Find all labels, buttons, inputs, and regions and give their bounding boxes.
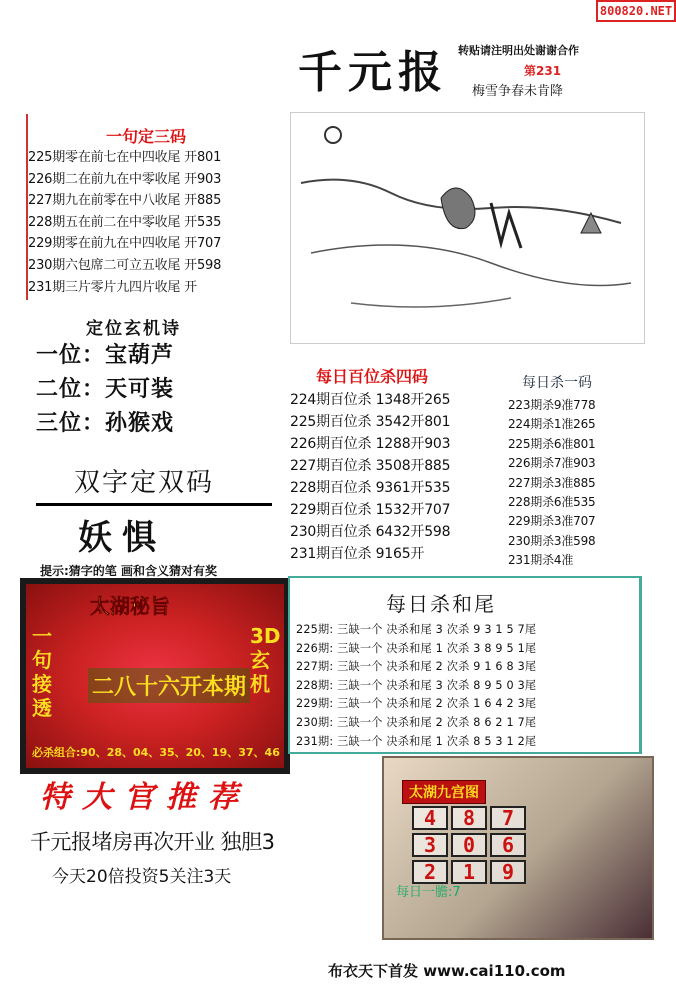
list-item: 225期杀6准801 xyxy=(508,436,596,451)
section-double-char xyxy=(30,462,278,562)
list-item: 229期百位杀 1532开707 xyxy=(290,502,451,518)
section-six-title: 每日杀和尾 xyxy=(386,592,496,616)
taihu-background xyxy=(26,584,284,768)
list-item: 225期百位杀 3542开801 xyxy=(290,414,451,430)
list-item: 231期百位杀 9165开 xyxy=(290,546,425,562)
site-badge[interactable]: 800820.NET xyxy=(596,0,676,22)
section-daily-kill-sum-tail xyxy=(288,576,642,754)
header-notice-box xyxy=(458,42,644,100)
riddle-hint: 提示:猜字的笔 画和含义猜对有奖 xyxy=(40,564,217,578)
taihu-combo: 必杀组合:90、28、04、35、20、19、37、46 xyxy=(32,746,280,759)
double-char-riddle: 妖惧 xyxy=(78,518,166,558)
list-item: 227期百位杀 3508开885 xyxy=(290,458,451,474)
table-row: 231期: 三缺一个 决杀和尾 1 次杀 8 5 3 1 2尾 xyxy=(296,734,537,748)
nine-palace-title: 太湖九宫图 xyxy=(402,780,486,804)
taihu-secret-panel xyxy=(20,578,290,774)
list-item: 230期六包席二可立五收尾 开598 xyxy=(28,257,222,273)
list-item: 226期二在前九在中零收尾 开903 xyxy=(28,171,222,187)
list-item: 229期杀3准707 xyxy=(508,514,596,529)
page-title: 千元报 xyxy=(298,47,448,98)
taihu-title: 太湖秘旨 xyxy=(90,594,170,618)
daily-bold-number: 每日一膽:7 xyxy=(396,885,461,900)
grid-cell: 2 xyxy=(412,860,448,884)
list-item: 226期百位杀 1288开903 xyxy=(290,436,451,452)
section-three-title: 双字定双码 xyxy=(74,468,215,498)
single-bold-line: 千元报堵房再次开业 独胆3 xyxy=(30,830,275,854)
section-single-bold xyxy=(30,826,380,887)
taihu-middle-text: 二八十六开本期 xyxy=(88,668,250,703)
list-item: 229期零在前九在中四收尾 开707 xyxy=(28,236,222,252)
list-item: 226期杀7准903 xyxy=(508,456,596,471)
section-daily-kill-one xyxy=(508,372,646,571)
nine-palace-panel xyxy=(382,756,654,940)
grid-cell: 6 xyxy=(490,833,526,857)
table-row: 228期: 三缺一个 决杀和尾 3 次杀 8 9 5 0 3尾 xyxy=(296,678,537,692)
poem-line-2: 二位：天可装 xyxy=(36,377,175,402)
section-four-title: 每日百位杀四码 xyxy=(316,367,429,386)
grid-cell: 9 xyxy=(490,860,526,884)
hot-banner: 特大官推荐 xyxy=(40,780,250,815)
sketch-drawing xyxy=(291,113,644,343)
grid-cell: 4 xyxy=(412,806,448,830)
sketch-illustration xyxy=(290,112,645,344)
table-row: 229期: 三缺一个 决杀和尾 2 次杀 1 6 4 2 3尾 xyxy=(296,697,537,711)
table-row: 230期: 三缺一个 决杀和尾 2 次杀 8 6 2 1 7尾 xyxy=(296,715,537,729)
list-item: 227期九在前零在中八收尾 开885 xyxy=(28,193,222,209)
taihu-right-text: 3D玄机 xyxy=(250,624,281,696)
grid-cell: 1 xyxy=(451,860,487,884)
section-two-title: 定位玄机诗 xyxy=(86,319,181,339)
list-item: 223期杀9准778 xyxy=(508,398,596,412)
list-item: 224期杀1准265 xyxy=(508,417,596,432)
list-item: 231期杀4准 xyxy=(508,553,574,568)
list-item: 230期杀3准598 xyxy=(508,533,596,548)
header-poem-line: 梅雪争春未肯降 xyxy=(472,84,564,99)
taihu-left-text: 一句接透 xyxy=(32,624,52,720)
list-item: 224期百位杀 1348开265 xyxy=(290,392,451,408)
section-divider xyxy=(36,503,272,506)
table-row: 227期: 三缺一个 决杀和尾 2 次杀 9 1 6 8 3尾 xyxy=(296,660,537,674)
footer-link[interactable]: 布衣天下首发 www.cai110.com xyxy=(328,962,566,980)
section-five-title: 每日杀一码 xyxy=(522,375,592,391)
grid-cell: 0 xyxy=(451,833,487,857)
list-item: 225期零在前七在中四收尾 开801 xyxy=(28,150,222,165)
table-row: 226期: 三缺一个 决杀和尾 1 次杀 3 8 9 5 1尾 xyxy=(296,641,537,655)
grid-cell: 3 xyxy=(412,833,448,857)
list-item: 228期百位杀 9361开535 xyxy=(290,480,451,496)
poem-line-3: 三位：孙猴戏 xyxy=(36,411,175,436)
list-item: 231期三片零片九四片收尾 开 xyxy=(28,279,197,295)
list-item: 230期百位杀 6432开598 xyxy=(290,524,451,540)
table-row: 225期: 三缺一个 决杀和尾 3 次杀 9 3 1 5 7尾 xyxy=(296,623,537,636)
grid-cell: 8 xyxy=(451,806,487,830)
issue-number: 第231 xyxy=(524,64,562,78)
section-one-phrase-three-codes xyxy=(26,114,286,300)
investment-line: 今天20倍投资5关注3天 xyxy=(52,867,232,887)
grid-cell: 7 xyxy=(490,806,526,830)
list-item: 227期杀3准885 xyxy=(508,475,596,490)
section-one-list xyxy=(28,147,286,298)
section-hundreds-kill-four xyxy=(290,364,504,565)
section-one-title: 一句定三码 xyxy=(106,127,187,146)
nine-palace-grid xyxy=(412,806,526,884)
section-position-poem xyxy=(26,314,282,446)
list-item: 228期五在前二在中零收尾 开535 xyxy=(28,214,222,230)
repost-notice: 转贴请注明出处谢谢合作 xyxy=(458,44,579,57)
list-item: 228期杀6准535 xyxy=(508,495,596,510)
poem-line-1: 一位：宝葫芦 xyxy=(36,343,175,368)
